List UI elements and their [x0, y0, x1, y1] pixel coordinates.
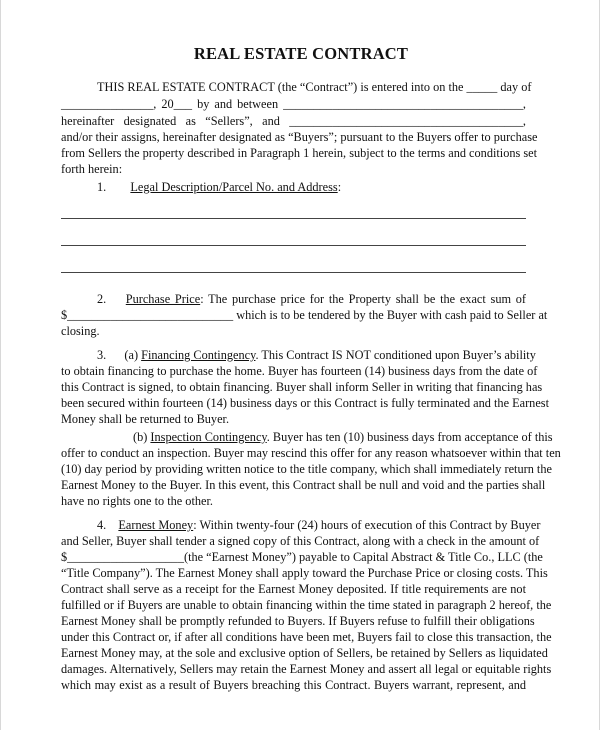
section-2-line-3: closing. — [61, 324, 100, 338]
section-2-line-2: $___________________________ which is to be tendered by the Buyer with cash paid to Seller at — [61, 308, 548, 322]
intro-line-5: from Sellers the property described in Paragraph 1 herein, subject to the terms and conditions set — [61, 146, 538, 160]
section-4-line-5: Contract shall serve as a receipt for the Earnest Money deposited. If title requirements are not — [61, 582, 526, 596]
section-1-colon: : — [337, 180, 342, 194]
section-2-line-1 — [97, 291, 526, 307]
address-blank-line-1 — [61, 218, 526, 219]
section-3a-text: . This Contract IS NOT conditioned upon Buyer’s ability — [255, 348, 536, 362]
section-4-line-7: Earnest Money shall be promptly refunded to Buyers. If Buyers refuse to fulfill their obligations — [61, 614, 535, 628]
section-4-number: 4. — [97, 518, 107, 532]
intro-line-6: forth herein: — [61, 162, 123, 176]
section-4-line-4: “Title Company”). The Earnest Money shall apply toward the Purchase Price or closing costs. This — [61, 566, 548, 580]
address-blank-line-3 — [61, 272, 526, 273]
intro-line-3: hereinafter designated as “Sellers”, and ______________________________________, — [61, 114, 526, 128]
section-3b-line-3: (10) day period by providing written notice to the title company, which shall immediately return the — [61, 462, 552, 476]
section-1-heading: Legal Description/Parcel No. and Address — [130, 180, 338, 194]
section-3a-line-2: to obtain financing to purchase the home. Buyer has fourteen (14) business days from the date of — [61, 364, 538, 378]
intro-line-1: THIS REAL ESTATE CONTRACT (the “Contract”) is entered into on the _____ day of — [97, 80, 532, 94]
section-3b-line-2: offer to conduct an inspection. Buyer may rescind this offer for any reason whatsoever within that ten — [61, 446, 561, 460]
section-4-line-2: and Seller, Buyer shall tender a signed copy of this Contract, along with a check in the amount of — [61, 534, 540, 548]
section-3b-marker: (b) — [133, 430, 151, 444]
section-3a-line-3: this Contract is signed, to obtain financing. Buyer shall inform Seller in writing that financing has — [61, 380, 543, 394]
section-3a-heading: Financing Contingency — [141, 348, 256, 362]
section-3a-line-5: Money shall be returned to Buyer. — [61, 412, 230, 426]
intro-line-2: _______________, 20___ by and between _______________________________________, — [61, 97, 526, 111]
section-4-heading: Earnest Money — [118, 518, 194, 532]
section-3b-heading: Inspection Contingency — [150, 430, 267, 444]
section-2-number: 2. — [97, 292, 107, 306]
section-3b-text: . Buyer has ten (10) business days from acceptance of this — [266, 430, 553, 444]
section-4-line-11: which may exist as a result of Buyers breaching this Contract. Buyers warrant, represent, and — [61, 678, 526, 692]
section-4-line-1 — [97, 517, 541, 533]
section-2-heading: Purchase Price — [125, 292, 201, 306]
section-4-line-9: Earnest Money may, at the sole and exclusive option of Sellers, be retained by Sellers as liquidated — [61, 646, 548, 660]
section-2-text: : The purchase price for the Property shall be the exact sum of — [200, 292, 527, 306]
section-3b-line-4: Earnest Money to the Buyer. In this event, this Contract shall be null and void and the parties shall — [61, 478, 546, 492]
section-4-line-3: $___________________(the “Earnest Money”) payable to Capital Abstract & Title Co., LLC (the — [61, 550, 543, 564]
section-3-number: 3. — [97, 348, 107, 362]
section-4-line-8: under this Contract or, if after all conditions have been met, Buyers fail to close this transaction, the — [61, 630, 552, 644]
address-blank-line-2 — [61, 245, 526, 246]
section-4-line-10: damages. Alternatively, Sellers may retain the Earnest Money and assert all legal or equitable rights — [61, 662, 552, 676]
section-4-line-6: fulfilled or if Buyers are unable to obtain financing within the time stated in paragraph 2 hereof, the — [61, 598, 552, 612]
section-3b-line-1 — [133, 429, 553, 445]
section-3a-line-1 — [97, 347, 536, 363]
section-3b-line-5: have no rights one to the other. — [61, 494, 213, 508]
document-title: REAL ESTATE CONTRACT — [193, 44, 409, 63]
section-1-heading-line — [97, 179, 397, 195]
section-1-number: 1. — [97, 180, 107, 194]
intro-line-4: and/or their assigns, hereinafter designated as “Buyers”; pursuant to the Buyers offer to purchase — [61, 130, 538, 144]
section-4-text: : Within twenty-four (24) hours of execution of this Contract by Buyer — [193, 518, 541, 532]
section-3a-line-4: been secured within fourteen (14) business days or this Contract is fully terminated and the Earnest — [61, 396, 549, 410]
section-3a-marker: (a) — [124, 348, 142, 362]
